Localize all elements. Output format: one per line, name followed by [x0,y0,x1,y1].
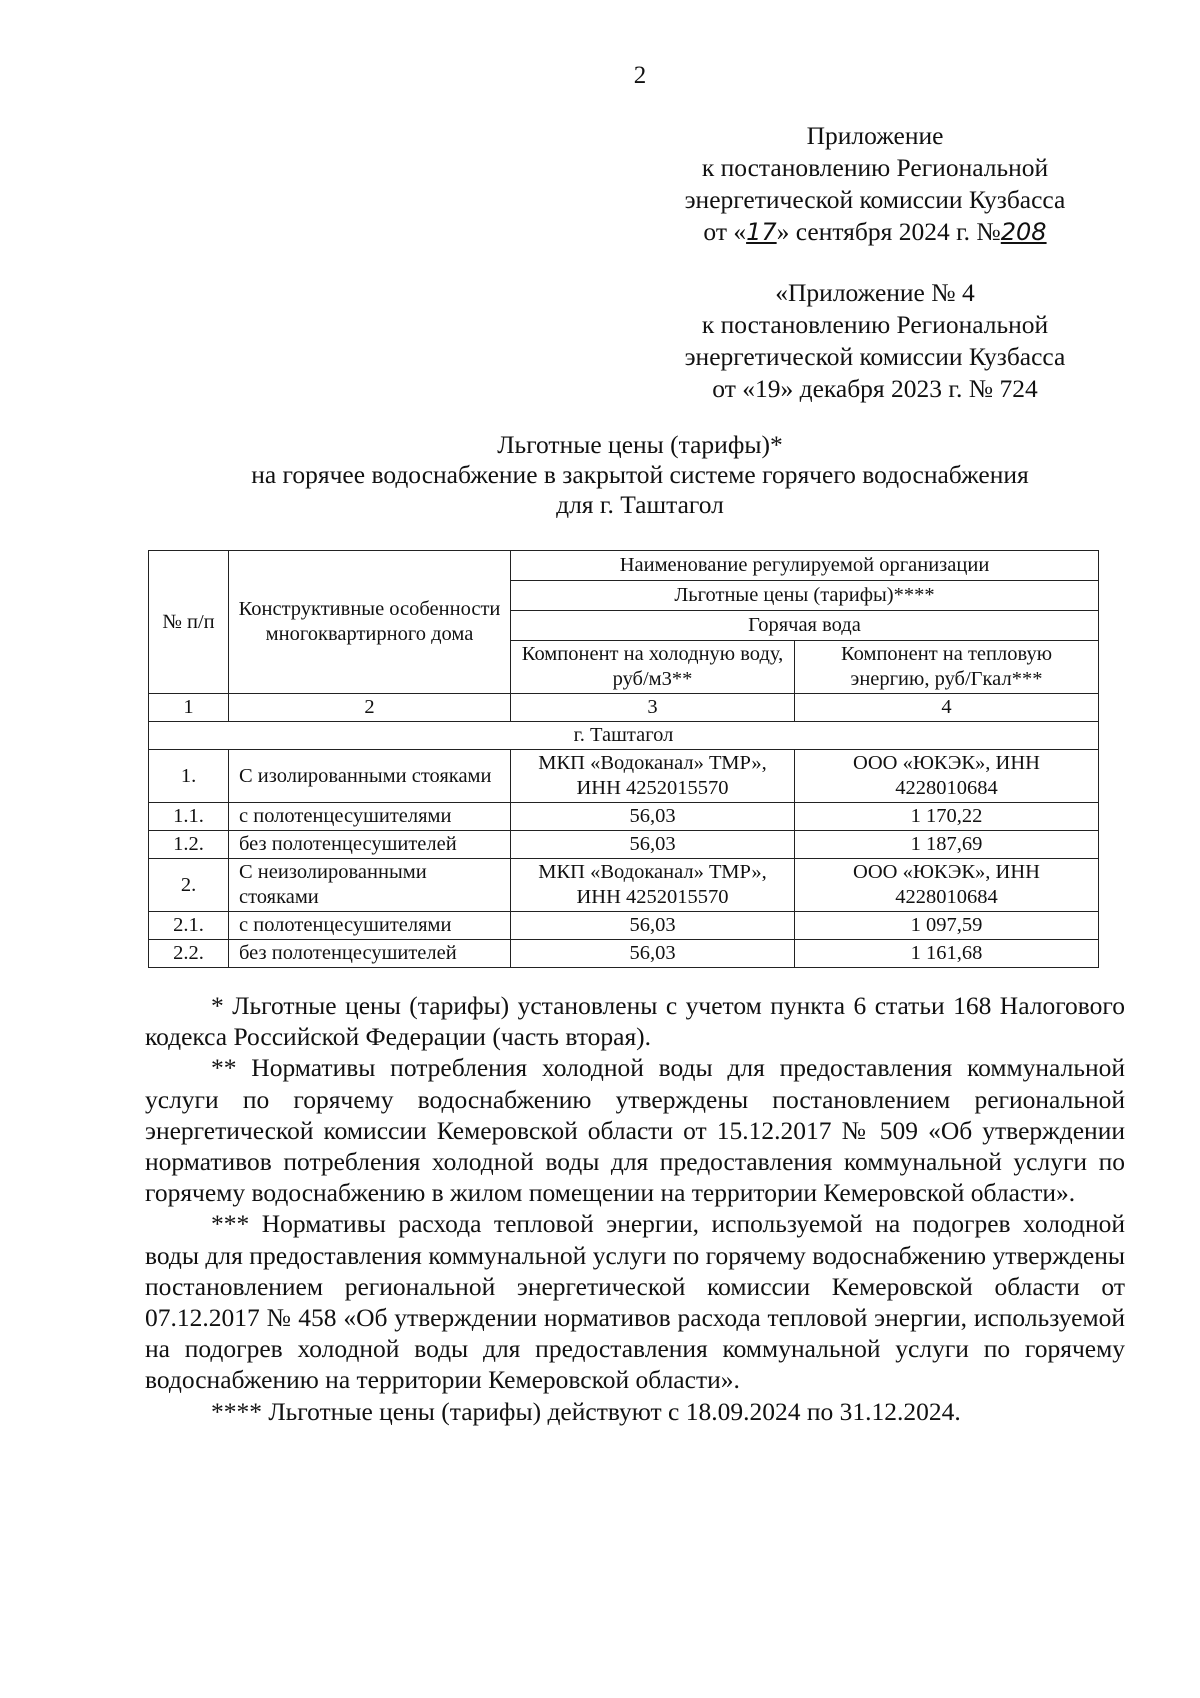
index-cell: 4 [795,694,1099,722]
row-number: 1. [149,750,229,803]
header-prices: Льготные цены (тарифы)**** [511,581,1099,611]
appendix-date-line: от «19» декабря 2023 г. № 724 [712,374,1038,403]
row-heat-value: ООО «ЮКЭК», ИНН 4228010684 [795,859,1099,912]
handwritten-number: 208 [1000,218,1047,246]
table-row [149,912,1099,940]
header-org-name: Наименование регулируемой организации [511,551,1099,581]
footnote-1: * Льготные цены (тарифы) установлены с учетом пункта 6 статьи 168 Налогового кодекса Российской Федерации (часть вторая). [145,991,1125,1052]
row-number: 2. [149,859,229,912]
header-hot-water: Горячая вода [511,611,1099,641]
table-row [149,803,1099,831]
appendix-line: к постановлению Региональной [701,310,1049,339]
row-heat-value: 1 161,68 [795,940,1099,968]
date-prefix: от « [703,217,747,246]
row-heat-value: 1 187,69 [795,831,1099,859]
row-design: С изолированными стояками [229,750,511,803]
index-cell: 2 [229,694,511,722]
appendix-header-original [660,277,1090,405]
row-cold-value: 56,03 [511,803,795,831]
appendix-header-current [660,120,1090,248]
table-row [149,940,1099,968]
title-line: Льготные цены (тарифы)* [497,430,783,459]
row-number: 2.2. [149,940,229,968]
date-middle: » сентября 2024 г. № [776,217,1001,246]
tariff-table [148,550,1099,968]
row-number: 2.1. [149,912,229,940]
footnotes [145,990,1125,1427]
header-cold-component: Компонент на холодную воду, руб/м3** [511,641,795,694]
table-row [149,750,1099,803]
row-design: без полотенцесушителей [229,940,511,968]
table-row [149,831,1099,859]
row-heat-value: 1 170,22 [795,803,1099,831]
row-cold-value: 56,03 [511,912,795,940]
row-heat-value: 1 097,59 [795,912,1099,940]
title-line: на горячее водоснабжение в закрытой системе горячего водоснабжения [251,460,1029,489]
appendix-label: Приложение [806,121,944,150]
row-cold-value: 56,03 [511,940,795,968]
row-cold-value: 56,03 [511,831,795,859]
index-cell: 3 [511,694,795,722]
index-cell: 1 [149,694,229,722]
header-col-number: № п/п [149,551,229,694]
row-number: 1.2. [149,831,229,859]
document-title [150,430,1130,520]
appendix-line: энергетической комиссии Кузбасса [684,185,1066,214]
row-design: с полотенцесушителями [229,912,511,940]
row-heat-value: ООО «ЮКЭК», ИНН 4228010684 [795,750,1099,803]
header-col-design: Конструктивные особенности многоквартирного дома [229,551,511,694]
row-design: С неизолированными стояками [229,859,511,912]
page-number: 2 [633,62,647,89]
appendix-date-line [660,216,1090,248]
row-design: без полотенцесушителей [229,831,511,859]
footnote-3: *** Нормативы расхода тепловой энергии, используемой на подогрев холодной воды для предоставления коммунальной услуги по горячему водоснабжению утверждены постановлением региональной энергетической комиссии Кемеровской области от 07.12.2017 № 458 «Об утверждении нормативов расхода тепловой энергии, используемой на подогрев холодной воды для предоставления коммунальной услуги по горячему водоснабжению на территории Кемеровской области». [145,1209,1125,1395]
header-heat-component: Компонент на тепловую энергию, руб/Гкал*** [795,641,1099,694]
appendix-line: энергетической комиссии Кузбасса [684,342,1066,371]
table-row [149,859,1099,912]
row-design: с полотенцесушителями [229,803,511,831]
city-row: г. Таштагол [149,722,1099,750]
appendix-label: «Приложение № 4 [775,278,975,307]
appendix-line: к постановлению Региональной [701,153,1049,182]
row-cold-value: МКП «Водоканал» ТМР», ИНН 4252015570 [511,750,795,803]
title-line: для г. Таштагол [556,490,724,519]
row-cold-value: МКП «Водоканал» ТМР», ИНН 4252015570 [511,859,795,912]
footnote-4: **** Льготные цены (тарифы) действуют с 18.09.2024 по 31.12.2024. [211,1396,961,1426]
footnote-2: ** Нормативы потребления холодной воды для предоставления коммунальной услуги по горячему водоснабжению утверждены постановлением региональной энергетической комиссии Кемеровской области от 15.12.2017 № 509 «Об утверждении нормативов потребления холодной воды для предоставления коммунальной услуги по горячему водоснабжению в жилом помещении на территории Кемеровской области». [145,1053,1125,1208]
handwritten-day: 17 [746,218,777,246]
row-number: 1.1. [149,803,229,831]
